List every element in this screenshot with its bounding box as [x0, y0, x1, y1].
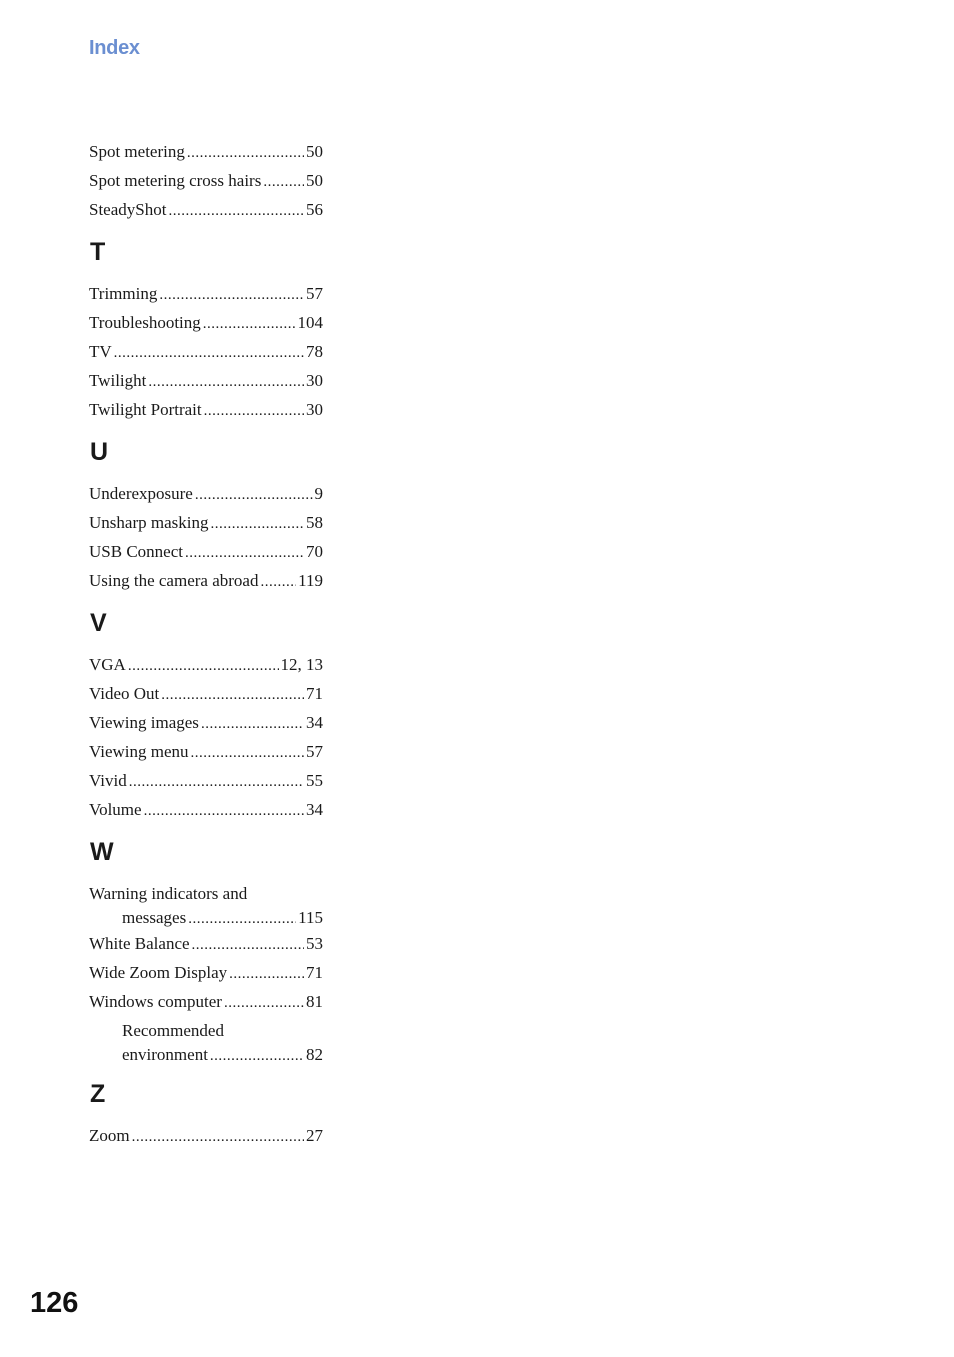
- entry-line: [89, 283, 323, 304]
- entry-line: [89, 199, 323, 220]
- dot-leader: [144, 801, 304, 822]
- entry-term: VGA: [89, 655, 126, 674]
- dot-leader: [195, 485, 313, 506]
- entry-term: Spot metering cross hairs: [89, 171, 262, 190]
- entry-term: Vivid: [89, 771, 127, 790]
- dot-leader: [132, 1127, 304, 1148]
- dot-leader: [185, 543, 304, 564]
- entry-line: [89, 712, 323, 733]
- dot-leader: [210, 514, 304, 535]
- entry-page-ref: 119: [298, 571, 323, 590]
- entry-line: [89, 1044, 323, 1065]
- entry-term: Volume: [89, 800, 142, 819]
- index-entry: [89, 1121, 323, 1150]
- entry-line: [89, 907, 323, 928]
- letter-heading: [89, 1066, 323, 1121]
- entry-term: Underexposure: [89, 484, 193, 503]
- dot-leader: [148, 372, 304, 393]
- page-number: 126: [30, 1287, 79, 1319]
- index-entry: [89, 395, 323, 424]
- entry-page-ref: 58: [306, 513, 323, 532]
- entry-page-ref: 82: [306, 1045, 323, 1064]
- entry-page-ref: 115: [298, 908, 323, 927]
- entry-page-ref: 30: [306, 371, 323, 390]
- entry-term: Zoom: [89, 1126, 130, 1145]
- entry-page-ref: 55: [306, 771, 323, 790]
- index-entry: [89, 650, 323, 679]
- dot-leader: [192, 935, 304, 956]
- entry-page-ref: 70: [306, 542, 323, 561]
- entry-page-ref: 56: [306, 200, 323, 219]
- index-entry: [89, 987, 323, 1016]
- entry-line: [89, 541, 323, 562]
- letter-heading: [89, 824, 323, 879]
- entry-line: [89, 683, 323, 704]
- letter-heading-text: Z: [90, 1080, 106, 1108]
- index-entry: [89, 479, 323, 508]
- entry-line: [89, 341, 323, 362]
- entry-line: [89, 370, 323, 391]
- dot-leader: [129, 772, 304, 793]
- entry-term: Viewing menu: [89, 742, 189, 761]
- entry-term: Trimming: [89, 284, 158, 303]
- dot-leader: [229, 964, 304, 985]
- letter-heading-text: W: [90, 838, 114, 866]
- letter-heading: [89, 424, 323, 479]
- dot-leader: [159, 285, 304, 306]
- index-entry: [89, 795, 323, 824]
- entry-term: Video Out: [89, 684, 160, 703]
- index-entry: [89, 508, 323, 537]
- index-entry: [89, 1016, 323, 1066]
- dot-leader: [128, 656, 279, 677]
- entry-term: USB Connect: [89, 542, 183, 561]
- index-entry: [89, 166, 323, 195]
- entry-line: [89, 741, 323, 762]
- index-entry: [89, 679, 323, 708]
- letter-heading-text: V: [90, 609, 107, 637]
- dot-leader: [204, 401, 304, 422]
- entry-page-ref: 30: [306, 400, 323, 419]
- entry-line: [89, 933, 323, 954]
- entry-page-ref: 50: [306, 171, 323, 190]
- entry-line: [89, 1125, 323, 1146]
- entry-term: TV: [89, 342, 112, 361]
- dot-leader: [161, 685, 304, 706]
- index-column: [89, 137, 323, 1150]
- letter-heading: [89, 595, 323, 650]
- entry-line: [89, 770, 323, 791]
- entry-term: Twilight: [89, 371, 147, 390]
- index-entry: [89, 958, 323, 987]
- dot-leader: [201, 714, 304, 735]
- index-entry: [89, 537, 323, 566]
- letter-heading: [89, 224, 323, 279]
- entry-page-ref: 34: [306, 800, 323, 819]
- entry-page-ref: 81: [306, 992, 323, 1011]
- dot-leader: [260, 572, 296, 593]
- entry-term: Wide Zoom Display: [89, 963, 228, 982]
- entry-page-ref: 27: [306, 1126, 323, 1145]
- entry-page-ref: 34: [306, 713, 323, 732]
- entry-term: SteadyShot: [89, 200, 167, 219]
- index-entry: [89, 337, 323, 366]
- dot-leader: [203, 314, 296, 335]
- index-entry: [89, 737, 323, 766]
- entry-page-ref: 78: [306, 342, 323, 361]
- entry-term: Using the camera abroad: [89, 571, 259, 590]
- entry-line: [89, 483, 323, 504]
- index-entry: [89, 566, 323, 595]
- entry-term: Viewing images: [89, 713, 199, 732]
- index-entry: [89, 195, 323, 224]
- dot-leader: [188, 909, 296, 930]
- entry-term: Spot metering: [89, 142, 185, 161]
- entry-page-ref: 9: [314, 484, 323, 503]
- entry-term-line: Recommended: [122, 1021, 224, 1040]
- index-entry: [89, 137, 323, 166]
- entry-page-ref: 12, 13: [280, 655, 323, 674]
- dot-leader: [224, 993, 304, 1014]
- dot-leader: [191, 743, 304, 764]
- index-entry: [89, 766, 323, 795]
- entry-line: [89, 141, 323, 162]
- entry-page-ref: 57: [306, 742, 323, 761]
- entry-term: environment: [122, 1045, 208, 1064]
- entry-line: [89, 570, 323, 591]
- index-entry: [89, 279, 323, 308]
- entry-term: White Balance: [89, 934, 190, 953]
- entry-page-ref: 104: [297, 313, 323, 332]
- entry-line: [89, 799, 323, 820]
- entry-page-ref: 57: [306, 284, 323, 303]
- section-title: Index: [89, 37, 140, 59]
- entry-line: [89, 170, 323, 191]
- index-entry: [89, 879, 323, 929]
- entry-line: [89, 654, 323, 675]
- entry-term: Twilight Portrait: [89, 400, 202, 419]
- entry-page-ref: 50: [306, 142, 323, 161]
- entry-term-line: Warning indicators and: [89, 884, 248, 903]
- letter-heading-text: T: [90, 238, 106, 266]
- index-entry: [89, 308, 323, 337]
- index-entry: [89, 929, 323, 958]
- entry-term: Unsharp masking: [89, 513, 209, 532]
- entry-line: [89, 991, 323, 1012]
- dot-leader: [263, 172, 304, 193]
- entry-page-ref: 71: [306, 963, 323, 982]
- index-entry: [89, 366, 323, 395]
- entry-term: messages: [122, 908, 187, 927]
- dot-leader: [210, 1046, 304, 1067]
- entry-term: Troubleshooting: [89, 313, 201, 332]
- entry-line: [89, 312, 323, 333]
- entry-line: [89, 512, 323, 533]
- dot-leader: [187, 143, 304, 164]
- index-entry: [89, 708, 323, 737]
- dot-leader: [114, 343, 304, 364]
- entry-line: [89, 399, 323, 420]
- dot-leader: [168, 201, 304, 222]
- entry-page-ref: 71: [306, 684, 323, 703]
- entry-line: [89, 962, 323, 983]
- entry-term: Windows computer: [89, 992, 222, 1011]
- letter-heading-text: U: [90, 438, 109, 466]
- entry-page-ref: 53: [306, 934, 323, 953]
